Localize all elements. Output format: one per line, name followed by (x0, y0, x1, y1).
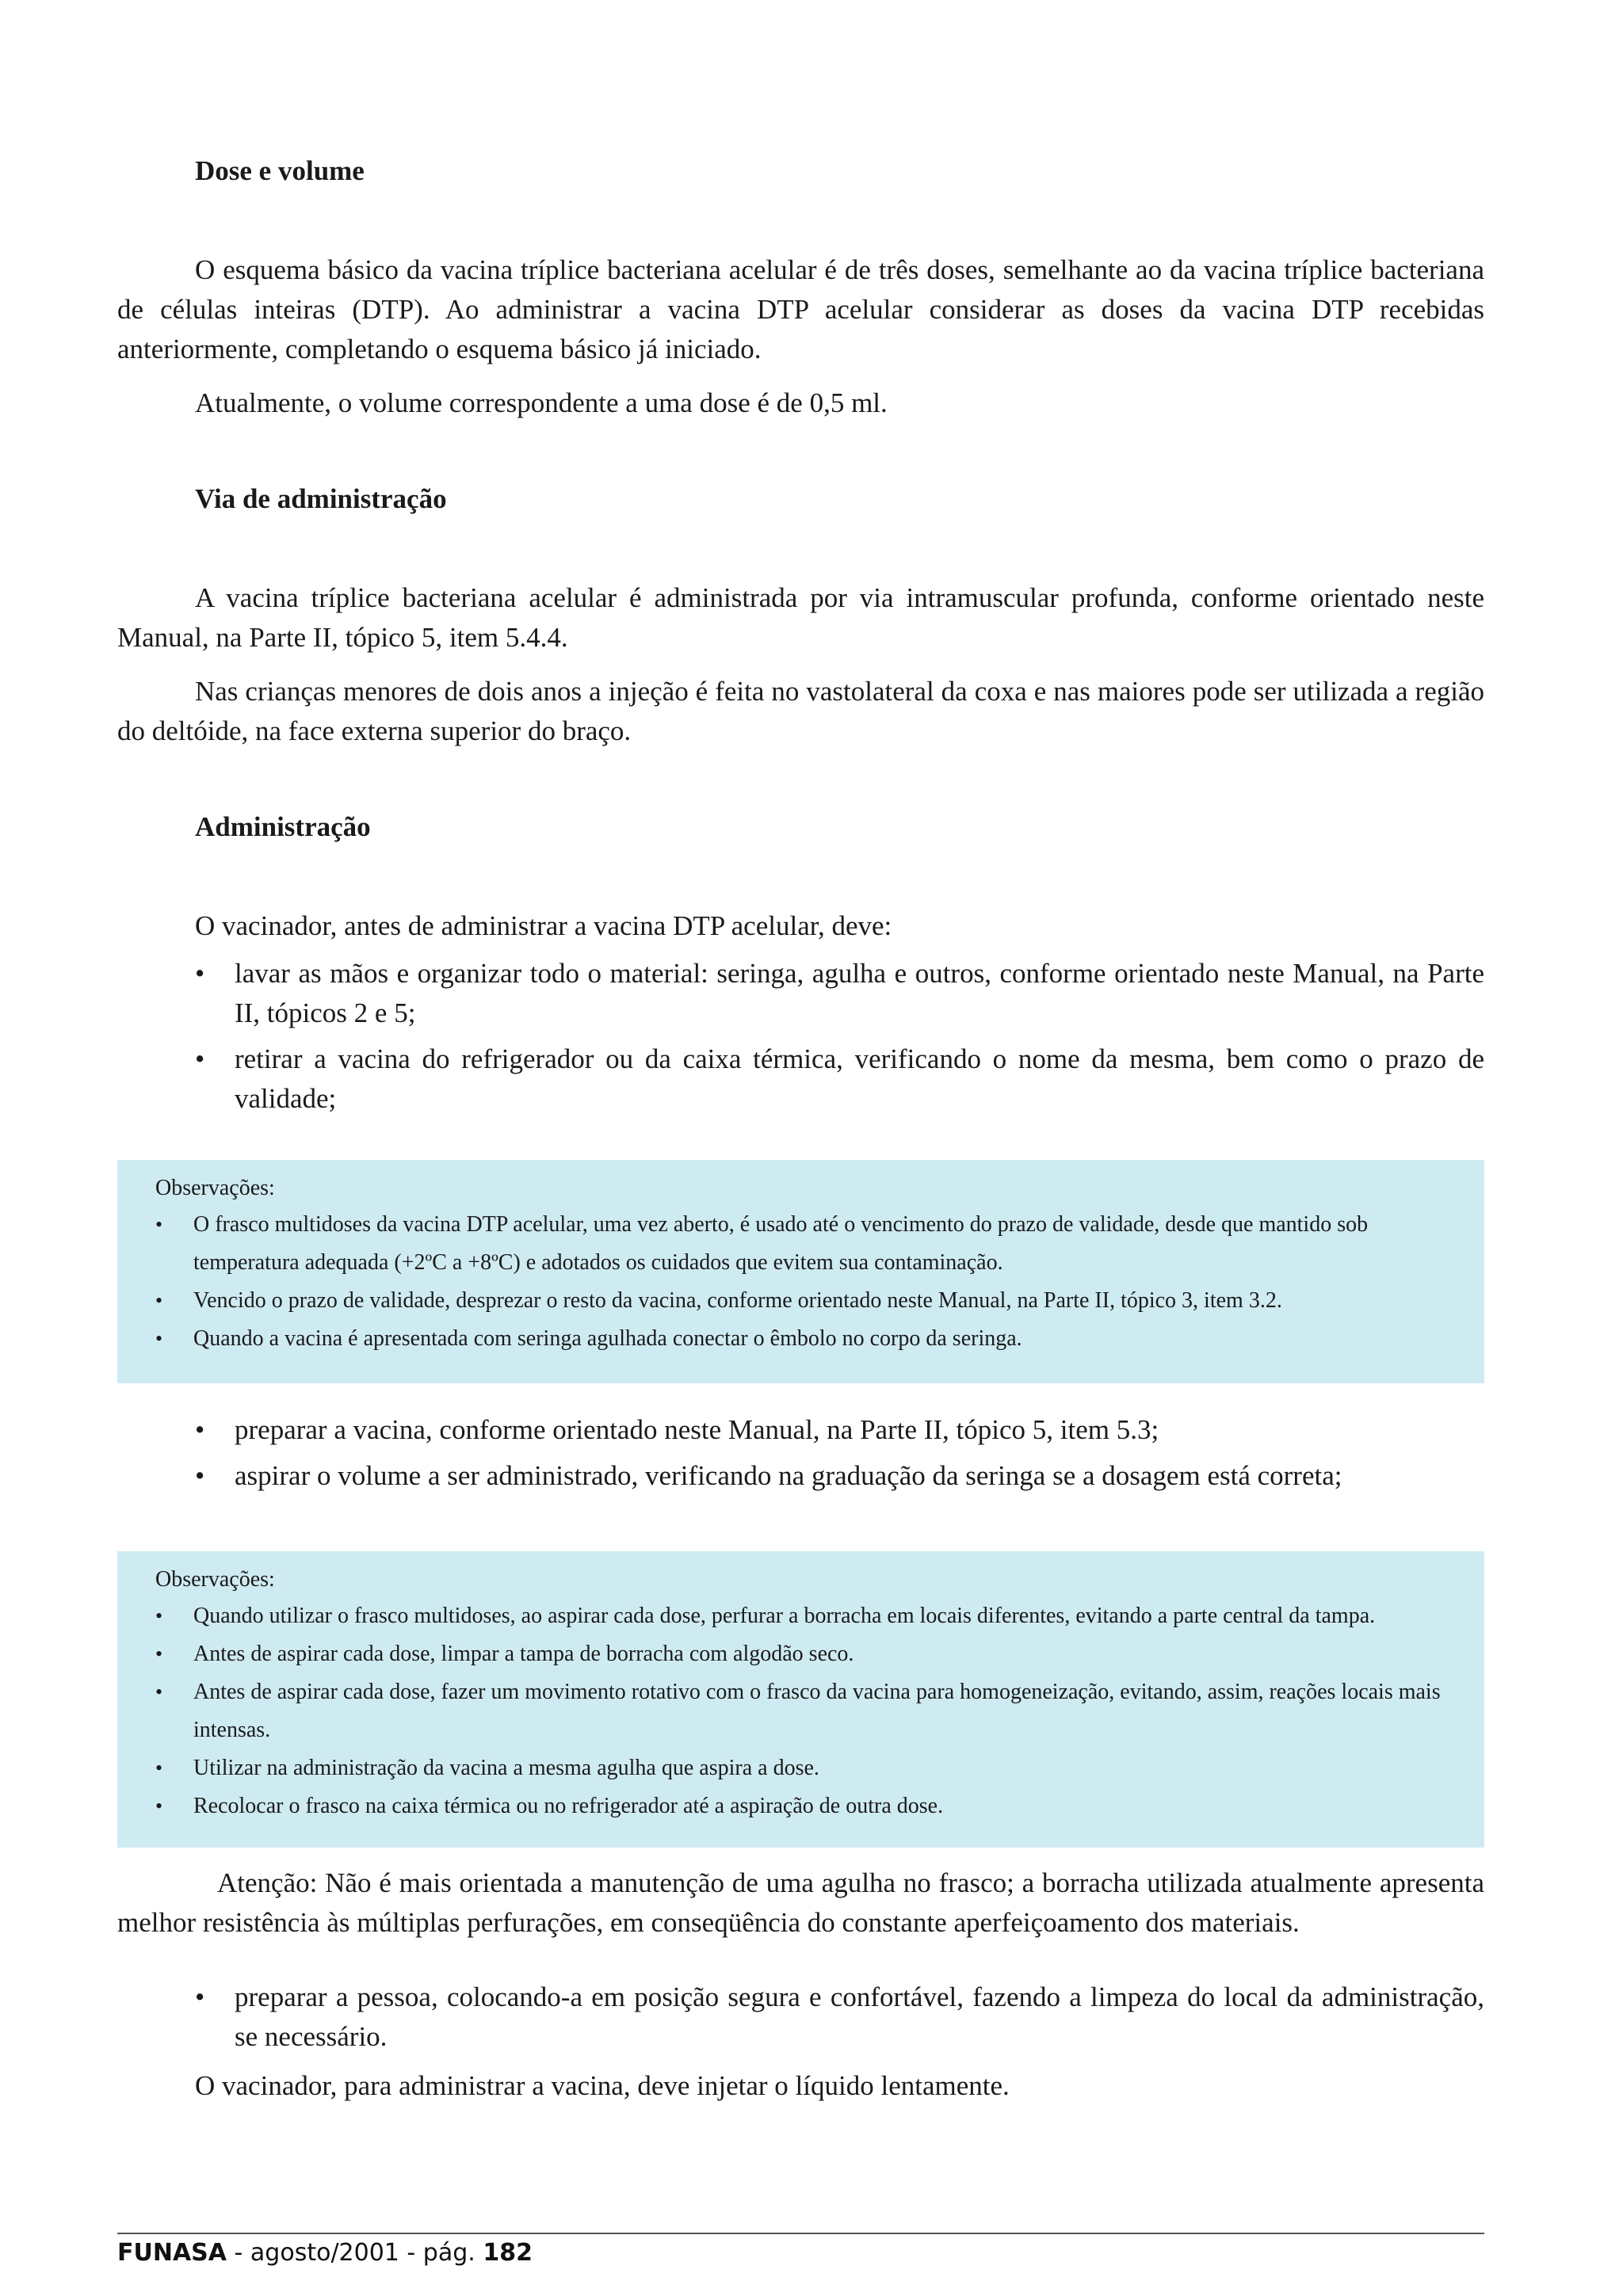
heading-dose-volume: Dose e volume (195, 155, 365, 186)
observations-box-2 (117, 1551, 1484, 1848)
heading-administracao: Administração (195, 811, 371, 842)
list-item-text: preparar a vacina, conforme orientado neste Manual, na Parte II, tópico 5, item 5.3; (235, 1414, 1159, 1445)
bullet-icon: • (195, 958, 205, 989)
list-item (195, 1410, 1484, 1450)
observations-title: Observações: (155, 1176, 275, 1200)
heading-via-administracao: Via de administração (195, 483, 447, 514)
paragraph-dose-scheme: O esquema básico da vacina tríplice bacteriana acelular é de três doses, semelhante ao da vacina tríplice bacteriana de células inteiras (DTP). Ao administrar a vacina DTP acelular considerar as doses da vacina DTP recebidas anteriormente, completando o esquema básico já iniciado. (117, 254, 1484, 364)
observation-item: • Utilizar na administração da vacina a mesma agulha que aspira a dose. (155, 1749, 1445, 1787)
list-item-text: aspirar o volume a ser administrado, verificando na graduação da seringa se a dosagem está correta; (235, 1460, 1342, 1491)
paragraph-attention: Atenção: Não é mais orientada a manutenção de uma agulha no frasco; a borracha utilizada atualmente apresenta melhor resistência às múltiplas perfurações, em conseqüência do constante aperfeiçoamento dos materiais. (117, 1867, 1484, 1938)
footer-page-number: 182 (483, 2239, 533, 2267)
observations-title: Observações: (155, 1567, 275, 1592)
observations-box-1 (117, 1160, 1484, 1383)
bullet-icon: • (155, 1794, 163, 1817)
footer-divider (117, 2233, 1484, 2234)
paragraph-via-local: Nas crianças menores de dois anos a injeção é feita no vastolateral da coxa e nas maiores pode ser utilizada a região do deltóide, na face externa superior do braço. (117, 676, 1484, 746)
footer-brand: FUNASA (117, 2239, 227, 2267)
list-item-text: retirar a vacina do refrigerador ou da caixa térmica, verificando o nome da mesma, bem como o prazo de validade; (235, 1043, 1484, 1114)
footer-date: - agosto/2001 - pág. (227, 2239, 483, 2267)
observation-item: • Antes de aspirar cada dose, limpar a tampa de borracha com algodão seco. (155, 1635, 1445, 1673)
observation-item: • Vencido o prazo de validade, desprezar o resto da vacina, conforme orientado neste Manual, na Parte II, tópico 3, item 3.2. (155, 1282, 1445, 1320)
bullet-icon: • (195, 1414, 205, 1445)
bullet-icon: • (195, 1043, 205, 1074)
paragraph-admin-intro: O vacinador, antes de administrar a vacina DTP acelular, deve: (195, 910, 892, 941)
observation-item: • Recolocar o frasco na caixa térmica ou no refrigerador até a aspiração de outra dose. (155, 1787, 1445, 1825)
list-item (195, 1456, 1484, 1496)
bullet-icon: • (195, 1460, 205, 1491)
bullet-list-before (195, 954, 1484, 1125)
bullet-icon: • (155, 1213, 163, 1236)
bullet-icon: • (155, 1642, 163, 1665)
observation-item: • Quando a vacina é apresentada com seringa agulhada conectar o êmbolo no corpo da seringa. (155, 1320, 1445, 1358)
bullet-icon: • (155, 1289, 163, 1312)
list-item (195, 1978, 1484, 2057)
list-item (195, 1039, 1484, 1119)
bullet-icon: • (155, 1327, 163, 1350)
observation-item: • Quando utilizar o frasco multidoses, ao aspirar cada dose, perfurar a borracha em locais diferentes, evitando a parte central da tampa. (155, 1597, 1445, 1635)
paragraph-via-intramuscular: A vacina tríplice bacteriana acelular é administrada por via intramuscular profunda, conforme orientado neste Manual, na Parte II, tópico 5, item 5.4.4. (117, 582, 1484, 653)
bullet-icon: • (155, 1756, 163, 1779)
list-item-text: lavar as mãos e organizar todo o material: seringa, agulha e outros, conforme orientado neste Manual, na Parte II, tópicos 2 e 5; (235, 958, 1484, 1028)
bullet-list-prepare (195, 1410, 1484, 1502)
paragraph-closing: O vacinador, para administrar a vacina, deve injetar o líquido lentamente. (195, 2070, 1010, 2101)
paragraph-dose-volume: Atualmente, o volume correspondente a uma dose é de 0,5 ml. (195, 387, 888, 418)
list-item-text: preparar a pessoa, colocando-a em posição segura e confortável, fazendo a limpeza do local da administração, se necessário. (235, 1981, 1484, 2052)
bullet-icon: • (155, 1604, 163, 1627)
observations-list (155, 1206, 1445, 1358)
observation-item: • Antes de aspirar cada dose, fazer um movimento rotativo com o frasco da vacina para homogeneização, evitando, assim, reações locais mais intensas. (155, 1673, 1445, 1749)
observation-item: • O frasco multidoses da vacina DTP acelular, uma vez aberto, é usado até o vencimento do prazo de validade, desde que mantido sob temperatura adequada (+2ºC a +8ºC) e adotados os cuidados que evitem sua contaminação. (155, 1206, 1445, 1282)
bullet-icon: • (155, 1680, 163, 1703)
list-item (195, 954, 1484, 1033)
page-footer (117, 2239, 533, 2267)
bullet-list-person (195, 1978, 1484, 2063)
observations-list (155, 1597, 1445, 1825)
bullet-icon: • (195, 1981, 205, 2012)
